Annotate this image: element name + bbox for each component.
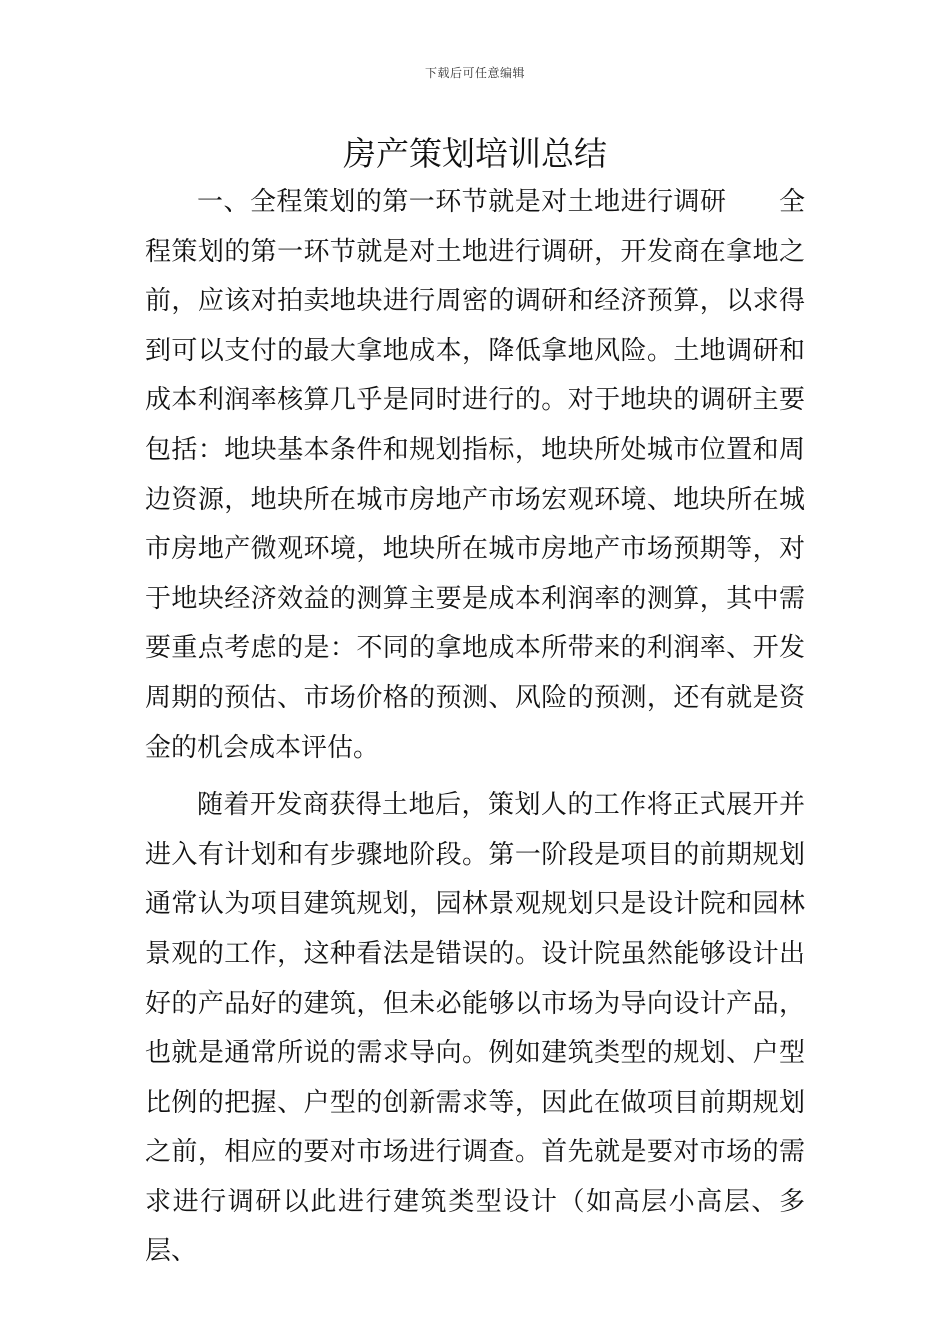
header-note: 下载后可任意编辑: [424, 66, 525, 80]
paragraph-text: 随着开发商获得土地后，策划人的工作将正式展开并进入有计划和有步骤地阶段。第一阶段是项目的前期规划通常认为项目建筑规划，园林景观规划只是设计院和园林景观的工作，这种看法是错误的。设计院虽然能够设计出好的产品好的建筑，但未必能够以市场为导向设计产品，也就是通常所说的需求导向。例如建筑类型的规划、户型比例的把握、户型的创新需求等，因此在做项目前期规划之前，相应的要对市场进行调查。首先就是要对市场的需求进行调研以此进行建筑类型设计（如高层小高层、多层、: [145, 790, 805, 1267]
document-body: [145, 178, 805, 1277]
paragraph-text: 全程策划的第一环节就是对土地进行调研，开发商在拿地之前，应该对拍卖地块进行周密的调研和经济预算，以求得到可以支付的最大拿地成本，降低拿地风险。土地调研和成本利润率核算几乎是同时进行的。对于地块的调研主要包括：地块基本条件和规划指标，地块所处城市位置和周边资源，地块所在城市房地产市场宏观环境、地块所在城市房地产微观环境，地块所在城市房地产市场预期等，对于地块经济效益的测算主要是成本利润率的测算，其中需要重点考虑的是：不同的拿地成本所带来的利润率、开发周期的预估、市场价格的预测、风险的预测，还有就是资金的机会成本评估。: [145, 187, 805, 763]
section-heading: 一、全程策划的第一环节就是对土地进行调研: [197, 187, 727, 217]
paragraph-2: [145, 781, 805, 1277]
paragraph-1: [145, 178, 805, 773]
page-title: 房产策划培训总结: [343, 134, 607, 173]
